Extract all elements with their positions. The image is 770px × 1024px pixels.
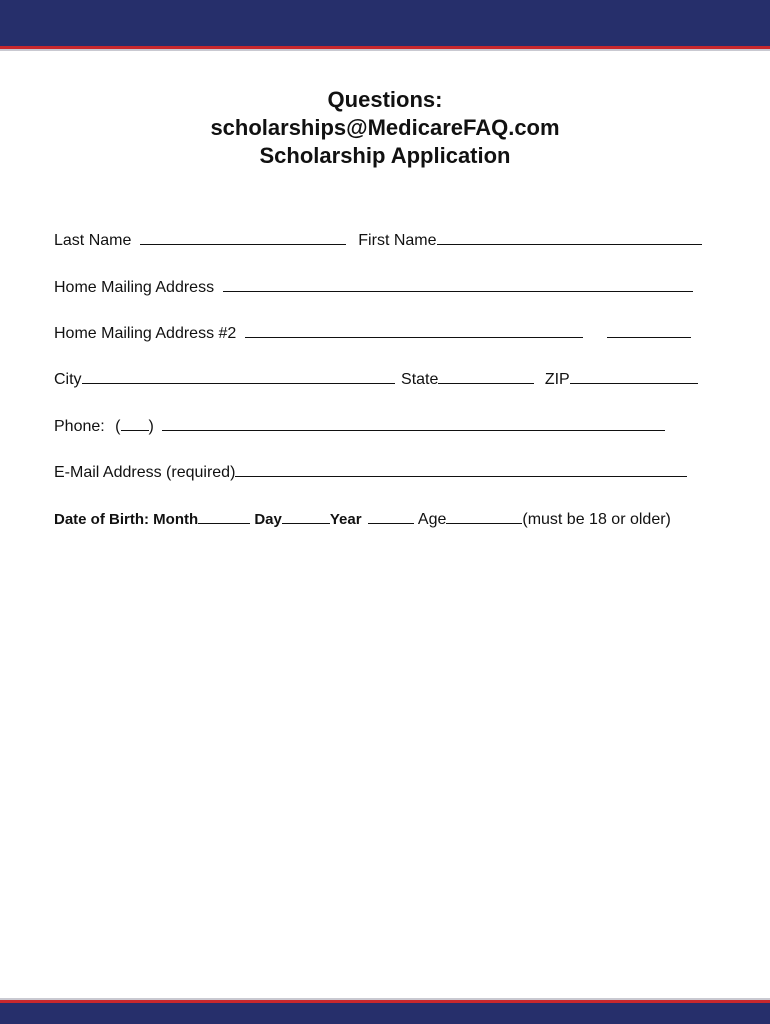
email-label: E-Mail Address (required): [54, 464, 236, 481]
city-field[interactable]: [82, 368, 395, 384]
first-name-label: First Name: [358, 232, 437, 249]
dob-month-field[interactable]: [198, 508, 250, 524]
phone-area-open: (: [115, 418, 121, 435]
top-grey-stripe: [0, 49, 770, 51]
address-row: [54, 276, 693, 298]
home-address2-field[interactable]: [245, 322, 583, 338]
email-row: [54, 461, 687, 483]
phone-number-field[interactable]: [162, 415, 665, 431]
address2-row: [54, 322, 691, 344]
first-name-field[interactable]: [437, 229, 702, 245]
zip-field[interactable]: [570, 368, 698, 384]
home-address-label: Home Mailing Address: [54, 279, 215, 296]
page-title: Scholarship Application: [259, 143, 511, 168]
dob-year-field[interactable]: [368, 508, 414, 524]
city-row: [54, 368, 698, 390]
home-address-field[interactable]: [223, 276, 693, 292]
questions-heading: Questions:: [327, 87, 443, 112]
last-name-label: Last Name: [54, 232, 132, 249]
name-row: [54, 229, 702, 251]
city-label: City: [54, 371, 82, 388]
dob-month-label: Date of Birth: Month: [54, 511, 199, 528]
zip-label: ZIP: [544, 371, 570, 388]
state-field[interactable]: [438, 368, 534, 384]
dob-row: [54, 508, 671, 530]
age-label: Age: [417, 511, 447, 528]
last-name-field[interactable]: [140, 229, 346, 245]
phone-area-code-field[interactable]: [121, 415, 149, 431]
email-field[interactable]: [235, 461, 687, 477]
phone-row: [54, 415, 665, 437]
page-header: [0, 86, 770, 170]
dob-day-label: Day: [254, 511, 282, 528]
home-address2-label: Home Mailing Address #2: [54, 325, 237, 342]
contact-email[interactable]: scholarships@MedicareFAQ.com: [210, 115, 560, 140]
phone-area-close: ): [148, 418, 154, 435]
phone-label: Phone:: [54, 418, 105, 435]
top-banner: [0, 0, 770, 46]
bottom-banner: [0, 1003, 770, 1024]
age-note: (must be 18 or older): [522, 511, 671, 528]
age-field[interactable]: [446, 508, 522, 524]
home-address2-unit-field[interactable]: [607, 322, 691, 338]
state-label: State: [401, 371, 439, 388]
dob-day-field[interactable]: [282, 508, 330, 524]
dob-year-label: Year: [329, 511, 362, 528]
